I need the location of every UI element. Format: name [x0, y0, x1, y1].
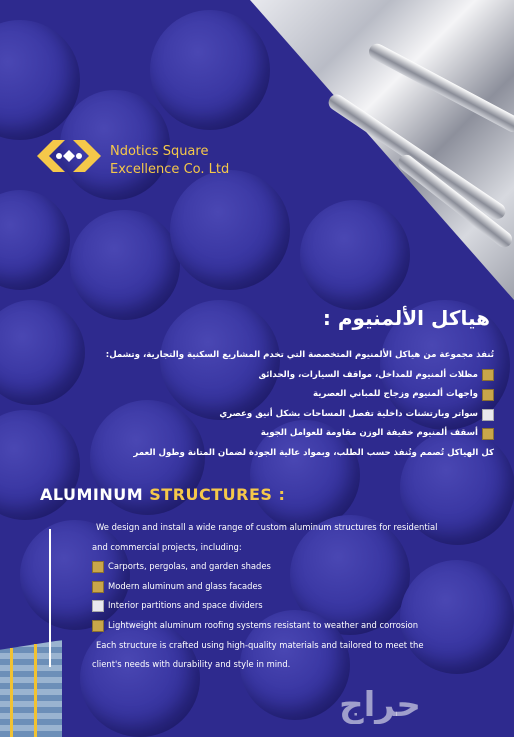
english-title-gold: STRUCTURES : — [149, 485, 286, 504]
english-item-text: Lightweight aluminum roofing systems resistant to weather and corrosion — [108, 619, 418, 630]
english-intro-text: and commercial projects, including: — [92, 541, 242, 552]
roofing-icon — [92, 620, 104, 632]
company-name-line1: Ndotics Square — [110, 144, 209, 159]
english-list-item — [92, 596, 452, 616]
english-closing-text: client's needs with durability and style in mind. — [92, 659, 291, 670]
bg-circle — [0, 190, 70, 290]
arabic-item-text: واجهات ألمنيوم وزجاج للمباني العصرية — [313, 389, 478, 400]
english-body — [92, 518, 452, 675]
arabic-list-item — [44, 424, 494, 444]
english-list-item — [92, 577, 452, 597]
arabic-intro — [44, 346, 494, 366]
arabic-body — [44, 346, 494, 464]
arabic-title-colon: : — [322, 306, 331, 330]
arabic-item-text: مظلات ألمنيوم للمداخل، مواقف السيارات، والحدائق — [258, 369, 478, 380]
bg-circle — [150, 10, 270, 130]
scaffold-pole — [10, 648, 13, 737]
english-intro-text: We design and install a wide range of custom aluminum structures for residential — [96, 522, 438, 532]
arabic-closing — [44, 444, 494, 464]
partition-icon — [92, 600, 104, 612]
english-title — [40, 485, 285, 504]
company-name — [110, 143, 229, 179]
english-closing-line — [92, 655, 452, 675]
bg-circle — [170, 170, 290, 290]
arabic-closing-text: كل الهياكل تُصمم وتُنفذ حسب الطلب، وبمواد عالية الجودة لضمان المتانة وطول العمر — [133, 447, 494, 458]
company-logo-icon — [35, 134, 103, 180]
scaffold-pole — [34, 644, 37, 737]
arabic-item-text: سواتر وبارتشنات داخلية تفصل المساحات بشكل أنيق وعصري — [219, 408, 478, 419]
english-item-text: Modern aluminum and glass facades — [108, 580, 263, 591]
english-item-text: Carports, pergolas, and garden shades — [108, 561, 271, 572]
bg-circle — [300, 200, 410, 310]
english-item-text: Interior partitions and space dividers — [108, 600, 263, 611]
carport-icon — [482, 369, 494, 381]
arabic-list-item — [44, 366, 494, 386]
english-intro-line — [92, 538, 452, 558]
carport-icon — [92, 561, 104, 573]
bg-circle — [70, 210, 180, 320]
english-list-item — [92, 557, 452, 577]
facade-icon — [482, 389, 494, 401]
watermark-text: حراج — [339, 685, 421, 724]
haraj-watermark — [280, 684, 480, 724]
english-closing-text: Each structure is crafted using high-quality materials and tailored to meet the — [96, 639, 424, 650]
arabic-list-item — [44, 385, 494, 405]
english-closing-line — [92, 636, 452, 656]
partition-icon — [482, 409, 494, 421]
english-intro-line — [92, 518, 452, 538]
section-divider — [49, 529, 51, 667]
company-name-line2: Excellence Co. Ltd — [110, 162, 230, 177]
arabic-title — [323, 306, 490, 330]
arabic-intro-text: تُنفذ مجموعة من هياكل الألمنيوم المتخصصة التي تخدم المشاريع السكنية والتجارية، وتشمل: — [105, 350, 494, 360]
english-title-white: ALUMINUM — [40, 485, 144, 504]
roofing-icon — [482, 428, 494, 440]
english-list-item — [92, 616, 452, 636]
facade-icon — [92, 581, 104, 593]
arabic-title-main: هياكل الألمنيوم — [337, 306, 490, 330]
arabic-item-text: أسقف ألمنيوم خفيفة الوزن مقاومة للعوامل الجوية — [260, 428, 478, 439]
arabic-list-item — [44, 405, 494, 425]
